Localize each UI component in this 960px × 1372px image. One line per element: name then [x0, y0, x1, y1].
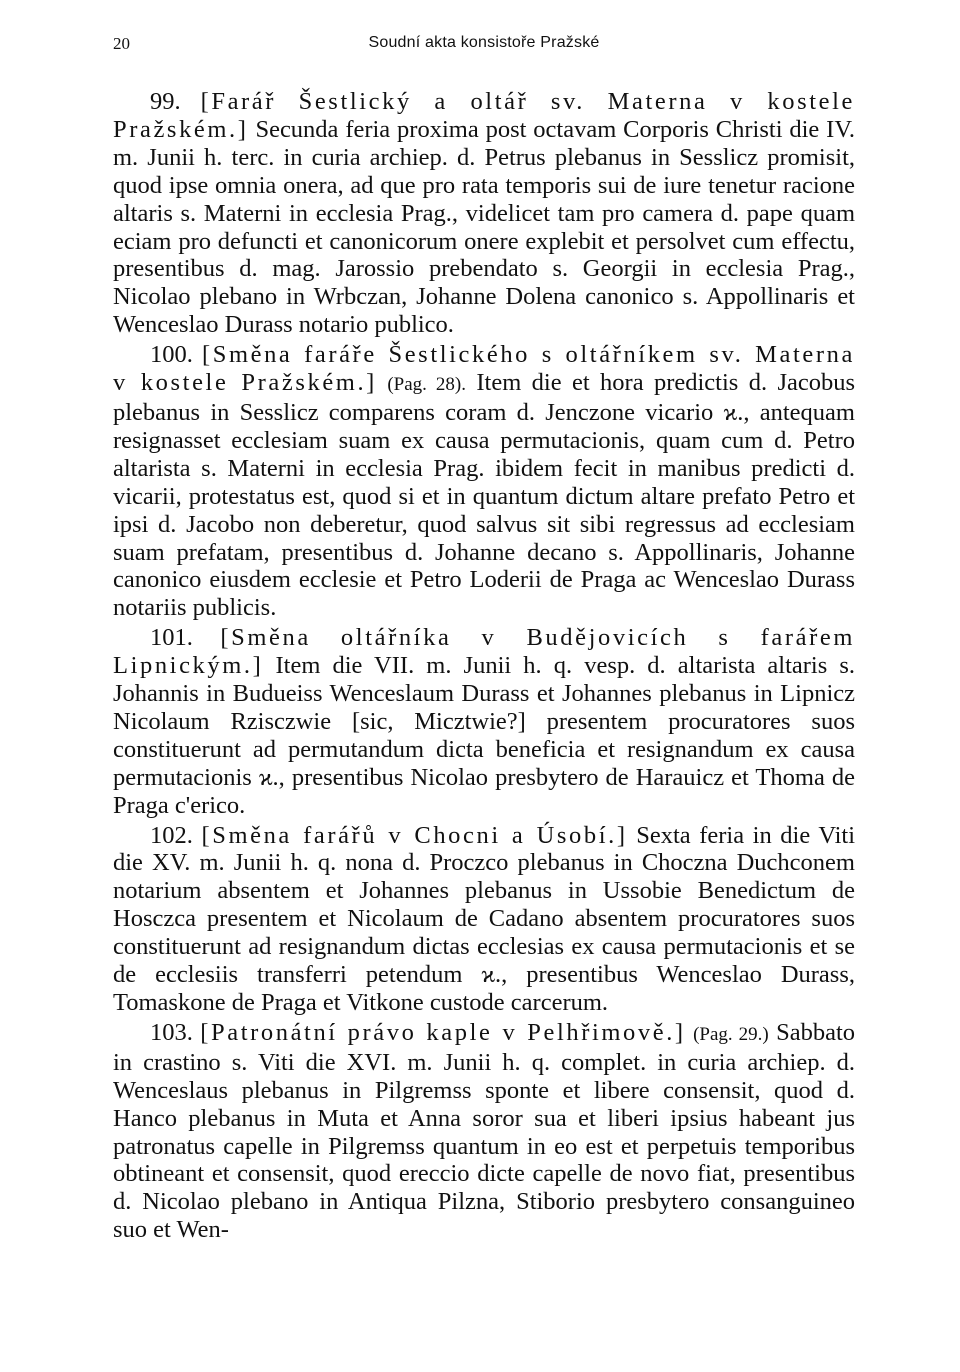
entry-heading: [Směna faráře Šestlického s oltářníkem sv. Materna v kostele Pražském.]	[113, 341, 855, 397]
entry-101	[113, 624, 855, 819]
entry-text: Item die VII. m. Junii h. q. vesp. d. altarista altaris s. Johannis in Budueiss Wenceslaum Durass et Johannes plebanus in Lipnicz Nicolaum Rzisczwie [sic, Micztwie?] presentem procuratores suos constituerunt ad permutandum dicta beneficia et resignandum ex causa permutacionis ϰ., presentibus Nicolao presbytero de Harauicz et Thoma de Praga c'erico.	[113, 652, 856, 819]
entry-text: Sexta feria in die Viti die XV. m. Junii h. q. nona d. Proczco plebanus in Choczna Duchconem notarium absentem et Johannes plebanus in Ussobie Benedictum de Hosczca presentem et Nicolaum de Cadano absentem procuratores suos constituerunt ad resignandum dictas ecclesias ex causa permutacionis et se de ecclesiis transferri petendum ϰ., presentibus Wenceslao Durass, Tomaskone de Praga et Vitkone custode carcerum.	[113, 821, 856, 1016]
entry-100	[113, 341, 855, 622]
entry-number: 100.	[150, 341, 193, 369]
entry-number: 101.	[150, 624, 193, 652]
entry-number: 103.	[150, 1018, 193, 1046]
page-header	[113, 34, 855, 58]
entry-heading: [Patronátní právo kaple v Pelhřimově.]	[200, 1018, 686, 1046]
entry-heading: [Směna farářů v Chocni a Úsobí.]	[201, 821, 628, 849]
page-reference: (Pag. 29.)	[693, 1023, 769, 1045]
entry-102	[113, 822, 855, 1017]
entry-103	[113, 1019, 855, 1244]
page-reference: (Pag. 28).	[387, 374, 466, 396]
entry-99	[113, 88, 855, 339]
entry-heading: [Směna oltářníka v Budějovicích s farářem Lipnickým.]	[113, 624, 856, 680]
entry-text: Secunda feria proxima post octavam Corporis Christi die IV. m. Junii h. terc. in curia archiep. d. Petrus plebanus in Sesslicz promisit, quod ipse omnia onera, ad que pro rata temporis sui de iure tenetur racione altaris s. Materni in ecclesia Prag., videlicet tam pro camera d. pape quam eciam pro defuncti et canonicorum onere explebit et persolvet cum effectu, presentibus d. mag. Jarossio prebendato s. Georgii in ecclesia Prag., Nicolao plebano in Wrbczan, Johanne Dolena canonico s. Appollinaris et Wenceslao Durass notario publico.	[113, 115, 856, 339]
entry-heading: [Farář Šestlický a oltář sv. Materna v kostele Pražském.]	[113, 88, 855, 143]
page-number: 20	[113, 34, 130, 53]
entry-number: 102.	[150, 821, 193, 849]
body-text	[113, 88, 855, 1246]
entry-text: Sabbato in crastino s. Viti die XVI. m. Junii h. q. complet. in curia archiep. d. Wenceslaus plebanus in Pilgremss sponte et libere consensit, quod d. Hanco plebanus in Muta et Anna soror sua et liberi ipsius habeant jus patronatus capelle in Pilgremss quantum in eo est et perpetuis temporibus obtineant et consensit, quod ereccio dicte capelle de novo fiat, presentibus d. Nicolao plebano in Antiqua Pilzna, Stiborio presbytero consanguineo suo et Wen-	[113, 1018, 856, 1244]
running-title: Soudní akta konsistoře Pražské	[368, 34, 600, 51]
entry-number: 99.	[150, 88, 181, 115]
entry-text: Item die et hora predictis d. Jacobus plebanus in Sesslicz comparens coram d. Jenczone vicario ϰ., antequam resignasset ecclesiam suam ex causa permutacionis, quam cum d. Petro altarista s. Materni in ecclesia Prag. ibidem fecit in manibus predicti d. vicarii, protestatus est, quod si et in quantum dictum altare prefato Petro et ipsi d. Jacobo non deberetur, quod salvus sit sibi regressus ad ecclesiam suam prefatam, presentibus d. Johanne decano s. Appollinaris, Johanne canonico eiusdem ecclesie et Petro Loderii de Praga ac Wenceslao Durass notariis publicis.	[113, 369, 856, 622]
